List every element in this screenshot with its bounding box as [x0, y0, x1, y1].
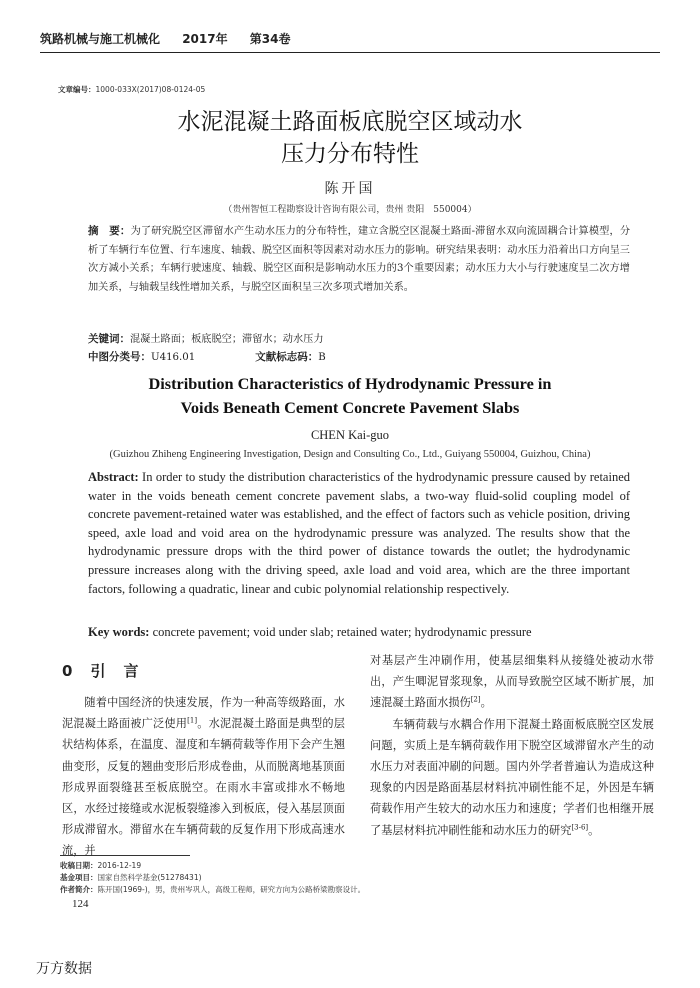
- body-paragraph: 对基层产生冲刷作用，使基层细集料从接缝处被动水带出，产生唧泥冒浆现象，从而导致脱空区域不断扩展，加速混凝土路面水损伤[2]。: [370, 654, 654, 710]
- cn-title-line-2: 压力分布特性: [281, 141, 419, 167]
- en-affiliation: (Guizhou Zhiheng Engineering Investigation, Design and Consulting Co., Ltd., Guiyang 550004, Guizhou, China): [109, 449, 591, 460]
- en-abstract-text: In order to study the distribution characteristics of the hydrodynamic pressure caused by retained water in the voids beneath cement concrete pavement slabs, a two-way fluid-solid coupling model of concrete pavement-retained water was established, and the effect of factors such as vehicle position, driving speed, axle load and void area on the hydrodynamic pressure was analyzed. The results show that the hydrodynamic pressure drops with the third power of distance towards the outlet; the hydrodynamic pressure increases along with the driving speed, axle load and void area, which are the three important factors, following a quadratic, linear and cubic polynomial relationship respectively.: [88, 470, 630, 596]
- cn-classification: [88, 348, 630, 368]
- section-title: 引言: [90, 662, 157, 680]
- running-header: [40, 30, 309, 47]
- footnote-author-bio: 作者简介：陈开国(1969-)，男，贵州岑巩人，高级工程师，研究方向为公路桥梁勘察设计。: [60, 885, 366, 894]
- clc-label: 中图分类号：: [88, 351, 151, 363]
- citation: [1]: [187, 716, 198, 725]
- citation: [2]: [470, 695, 481, 704]
- watermark: 万方数据: [36, 961, 92, 977]
- en-abstract: [88, 468, 630, 598]
- cn-keywords-text: 混凝土路面；板底脱空；滞留水；动水压力: [130, 334, 324, 345]
- en-keywords-label: Key words:: [88, 625, 150, 639]
- en-keywords: [88, 623, 630, 642]
- cn-keywords-label: 关键词：: [88, 333, 130, 345]
- footnote-funding: 基金项目：国家自然科学基金(51278431): [60, 873, 202, 882]
- en-abstract-label: Abstract:: [88, 470, 139, 484]
- en-keywords-text: concrete pavement; void under slab; retained water; hydrodynamic pressure: [152, 625, 532, 639]
- citation: [3-6]: [571, 822, 589, 831]
- section-heading: [62, 660, 156, 681]
- header-rule: [40, 52, 660, 53]
- cn-affiliation: （贵州智恒工程勘察设计咨询有限公司，贵州 贵阳 550004）: [223, 205, 477, 215]
- body-paragraph: 车辆荷载与水耦合作用下混凝土路面板底脱空区发展问题，实质上是车辆荷载作用下脱空区域滞留水产生的动水压力对表面冲刷的问题。国内外学者普遍认为造成这种现象的内因是路面基层材料抗冲刷性能不足，外因是车辆荷载作用产生较大的动水压力和速度；学者们也相继开展了基层材料抗冲刷性能和动水压力的研究[3-6]。: [370, 717, 654, 837]
- body-left-column: [62, 692, 345, 862]
- cn-abstract: [88, 222, 630, 297]
- cn-title-line-1: 水泥混凝土路面板底脱空区域动水: [177, 109, 523, 135]
- cn-abstract-label: 摘 要：: [88, 225, 131, 237]
- journal-volume: 第34卷: [249, 32, 291, 46]
- footnote-rule: [60, 855, 190, 856]
- cn-author: 陈开国: [324, 181, 376, 197]
- cn-keywords: [88, 330, 630, 350]
- doc-code-label: 文献标志码：: [255, 351, 319, 363]
- journal-name: 筑路机械与施工机械化: [40, 32, 161, 46]
- body-paragraph: 随着中国经济的快速发展，作为一种高等级路面，水泥混凝土路面被广泛使用[1]。水泥混凝土路面是典型的层状结构体系，在温度、湿度和车辆荷载等作用下会产生翘曲变形，反复的翘曲变形后形成卷曲，从而脱离地基顶面形成界面裂缝甚至板底脱空。在雨水丰富或排水不畅地区，水经过接缝或水泥板裂缝渗入到板底，侵入基层顶面形成滞留水。滞留水在车辆荷载的反复作用下形成高速水流，并: [62, 696, 345, 858]
- en-title-line-2: Voids Beneath Cement Concrete Pavement Slabs: [180, 398, 520, 417]
- doc-code-value: B: [318, 352, 326, 363]
- footnote-received: 收稿日期：2016-12-19: [60, 861, 142, 870]
- clc-value: U416.01: [151, 352, 196, 363]
- en-author: CHEN Kai-guo: [310, 428, 390, 442]
- section-number: 0: [62, 662, 73, 680]
- article-number: 文章编号：1000-033X(2017)08-0124-05: [58, 85, 206, 94]
- journal-year: 2017年: [182, 32, 228, 46]
- cn-abstract-text: 为了研究脱空区滞留水产生动水压力的分布特性，建立含脱空区混凝土路面-滞留水双向流固耦合计算模型，分析了车辆行车位置、行车速度、轴载、脱空区面积等因素对动水压力的影响。研究结果表明：动水压力沿着出口方向呈三次方减小关系；车辆行驶速度、轴载、脱空区面积是影响动水压力的3个重要因素；动水压力大小与行驶速度呈二次方增加关系，与轴载呈线性增加关系，与脱空区面积呈三次多项式增加关系。: [88, 226, 631, 293]
- en-title-line-1: Distribution Characteristics of Hydrodynamic Pressure in: [148, 374, 552, 393]
- page-number: 124: [72, 898, 89, 910]
- body-right-column: [370, 650, 654, 841]
